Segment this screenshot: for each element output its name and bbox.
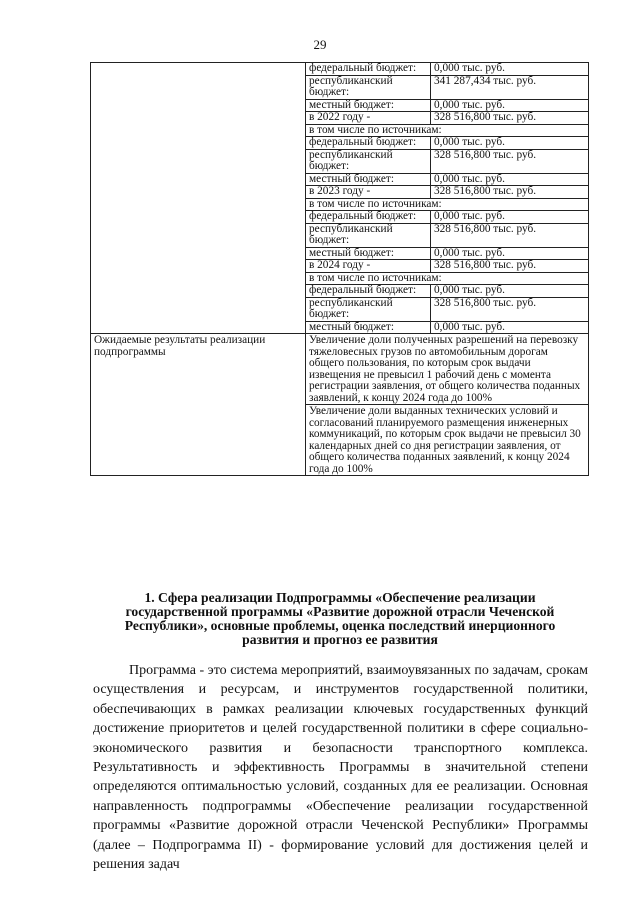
results-label-cell: Ожидаемые результаты реализации подпрограммы: [91, 334, 306, 476]
result-text-cell: Увеличение доли выданных технических условий и согласований планируемого размещения инженерных коммуникаций, по которым срок выдачи не превысил 30 календарных дней со дня регистрации заявления, от общего количества поданных заявлений, к концу 2024 года до 100%: [306, 405, 589, 476]
value-cell: 0,000 тыс. руб.: [431, 63, 589, 76]
result-text-cell: Увеличение доли полученных разрешений на перевозку тяжеловесных грузов по автомобильным дорогам общего пользования, по которым срок выдачи извещения не превысил 1 рабочий день с момента регистрации заявления, от общего количества поданных заявлений, к концу 2024 года до 100%: [306, 334, 589, 405]
value-cell: 328 516,800 тыс. руб.: [431, 260, 589, 273]
source-cell: местный бюджет:: [306, 99, 431, 112]
source-cell: местный бюджет:: [306, 173, 431, 186]
value-cell: 0,000 тыс. руб.: [431, 211, 589, 224]
body-text: [93, 661, 588, 874]
section-heading: 1. Сфера реализации Подпрограммы «Обеспечение реализации государственной программы «Развитие дорожной отрасли Чеченской Республики», основные проблемы, оценка последствий инерционного развития и прогноз ее развития: [124, 590, 556, 647]
sources-span-cell: в том числе по источникам:: [306, 198, 589, 211]
source-cell: федеральный бюджет:: [306, 137, 431, 150]
value-cell: 328 516,800 тыс. руб.: [431, 112, 589, 125]
value-cell: 0,000 тыс. руб.: [431, 285, 589, 298]
source-cell: в 2023 году -: [306, 186, 431, 199]
source-cell: федеральный бюджет:: [306, 211, 431, 224]
results-row: [91, 334, 589, 405]
source-cell: местный бюджет:: [306, 247, 431, 260]
value-cell: 0,000 тыс. руб.: [431, 173, 589, 186]
source-cell: республиканский бюджет:: [306, 75, 431, 99]
value-cell: 341 287,434 тыс. руб.: [431, 75, 589, 99]
body-paragraph: Программа - это система мероприятий, взаимоувязанных по задачам, срокам осуществления и ресурсам, и инструментов государственной политики, обеспечивающих в рамках реализации ключевых государственных функций достижение приоритетов и целей государственной политики в сфере социально-экономического развития и безопасности транспортного комплекса. Результативность и эффективность Программы в значительной степени определяются оптимальностью условий, созданных для ее реализации. Основная направленность подпрограммы «Обеспечение реализации государственной программы «Развитие дорожной отрасли Чеченской Республики» Программы (далее – Подпрограмма II) - формирование условий для достижения целей и решения задач: [93, 663, 588, 873]
page-number: 29: [313, 37, 327, 52]
left-empty-cell: [91, 63, 306, 334]
value-cell: 328 516,800 тыс. руб.: [431, 149, 589, 173]
source-cell: федеральный бюджет:: [306, 285, 431, 298]
value-cell: 328 516,800 тыс. руб.: [431, 223, 589, 247]
source-cell: местный бюджет:: [306, 321, 431, 334]
source-cell: республиканский бюджет:: [306, 297, 431, 321]
financing-table: [90, 62, 589, 476]
source-cell: федеральный бюджет:: [306, 63, 431, 76]
value-cell: 328 516,800 тыс. руб.: [431, 186, 589, 199]
source-cell: в 2024 году -: [306, 260, 431, 273]
sources-span-cell: в том числе по источникам:: [306, 124, 589, 137]
financing-table-body: [91, 63, 589, 476]
value-cell: 328 516,800 тыс. руб.: [431, 297, 589, 321]
value-cell: 0,000 тыс. руб.: [431, 321, 589, 334]
source-cell: республиканский бюджет:: [306, 149, 431, 173]
table-row: [91, 63, 589, 76]
value-cell: 0,000 тыс. руб.: [431, 99, 589, 112]
value-cell: 0,000 тыс. руб.: [431, 247, 589, 260]
source-cell: в 2022 году -: [306, 112, 431, 125]
sources-span-cell: в том числе по источникам:: [306, 272, 589, 285]
value-cell: 0,000 тыс. руб.: [431, 137, 589, 150]
source-cell: республиканский бюджет:: [306, 223, 431, 247]
